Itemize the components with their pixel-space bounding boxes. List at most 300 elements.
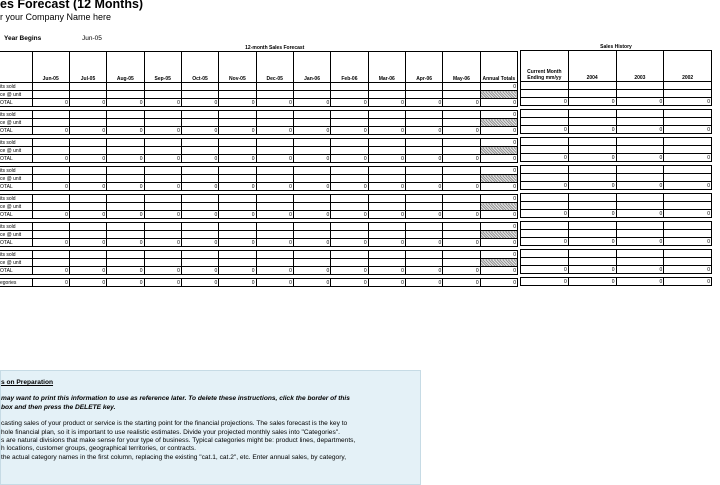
forecast-cell[interactable] [293,195,330,203]
forecast-cell[interactable]: 0 [293,99,330,107]
forecast-cell[interactable] [107,259,144,267]
history-cell[interactable] [568,118,616,126]
history-cell[interactable] [616,146,664,154]
history-cell[interactable]: 0 [664,98,712,106]
forecast-cell[interactable] [443,167,480,175]
history-cell[interactable] [568,138,616,146]
history-cell[interactable] [521,82,569,90]
forecast-cell[interactable] [293,203,330,211]
history-cell[interactable]: 0 [521,238,569,246]
forecast-cell[interactable] [405,203,442,211]
forecast-cell[interactable]: 0 [443,211,480,219]
history-cell[interactable] [664,222,712,230]
forecast-cell[interactable] [405,195,442,203]
forecast-cell[interactable]: 0 [107,127,144,135]
forecast-cell[interactable] [443,111,480,119]
history-cell[interactable]: 0 [568,126,616,134]
annual-total-cell[interactable]: 0 [480,279,517,287]
forecast-cell[interactable] [368,259,405,267]
forecast-cell[interactable] [368,175,405,183]
forecast-cell[interactable]: 0 [331,99,368,107]
forecast-cell[interactable] [69,111,106,119]
preparation-notes-box[interactable] [0,370,421,485]
forecast-cell[interactable]: 0 [107,239,144,247]
forecast-cell[interactable] [181,119,218,127]
forecast-cell[interactable] [219,251,256,259]
forecast-cell[interactable]: 0 [443,239,480,247]
forecast-cell[interactable]: 0 [144,127,181,135]
history-cell[interactable] [616,174,664,182]
forecast-cell[interactable] [256,139,293,147]
forecast-cell[interactable] [368,223,405,231]
forecast-cell[interactable] [69,167,106,175]
forecast-cell[interactable] [181,231,218,239]
forecast-cell[interactable] [144,119,181,127]
forecast-cell[interactable]: 0 [443,155,480,163]
forecast-cell[interactable] [144,259,181,267]
forecast-cell[interactable] [405,231,442,239]
history-cell[interactable] [664,250,712,258]
history-cell[interactable]: 0 [616,98,664,106]
company-name[interactable]: r your Company Name here [0,12,112,22]
forecast-cell[interactable] [144,83,181,91]
history-cell[interactable] [568,258,616,266]
forecast-cell[interactable] [107,111,144,119]
forecast-cell[interactable] [144,167,181,175]
history-cell[interactable] [616,222,664,230]
history-cell[interactable] [664,258,712,266]
forecast-cell[interactable] [256,147,293,155]
forecast-cell[interactable] [443,203,480,211]
forecast-cell[interactable] [443,259,480,267]
forecast-cell[interactable] [32,195,69,203]
forecast-cell[interactable]: 0 [368,155,405,163]
forecast-cell[interactable]: 0 [443,127,480,135]
history-cell[interactable] [521,110,569,118]
year-begins-value[interactable]: Jun-05 [82,35,102,42]
forecast-cell[interactable]: 0 [405,183,442,191]
forecast-cell[interactable] [293,139,330,147]
history-cell[interactable] [616,250,664,258]
forecast-cell[interactable] [368,231,405,239]
forecast-cell[interactable] [405,91,442,99]
forecast-cell[interactable] [368,111,405,119]
forecast-cell[interactable] [256,111,293,119]
forecast-cell[interactable]: 0 [181,211,218,219]
forecast-cell[interactable] [181,139,218,147]
history-cell[interactable] [521,202,569,210]
forecast-cell[interactable] [256,167,293,175]
forecast-cell[interactable] [69,175,106,183]
forecast-cell[interactable]: 0 [293,267,330,275]
forecast-cell[interactable]: 0 [293,211,330,219]
forecast-cell[interactable] [405,147,442,155]
forecast-cell[interactable] [181,175,218,183]
forecast-cell[interactable]: 0 [144,279,181,287]
forecast-cell[interactable]: 0 [69,127,106,135]
forecast-cell[interactable]: 0 [181,155,218,163]
forecast-cell[interactable] [32,203,69,211]
forecast-cell[interactable] [181,147,218,155]
history-cell[interactable] [616,194,664,202]
forecast-cell[interactable]: 0 [144,99,181,107]
forecast-cell[interactable] [181,259,218,267]
history-cell[interactable]: 0 [664,154,712,162]
history-cell[interactable]: 0 [664,238,712,246]
forecast-cell[interactable] [293,231,330,239]
forecast-cell[interactable]: 0 [219,279,256,287]
history-cell[interactable] [568,166,616,174]
history-cell[interactable] [616,258,664,266]
forecast-cell[interactable]: 0 [293,127,330,135]
history-cell[interactable]: 0 [616,238,664,246]
forecast-cell[interactable] [256,259,293,267]
forecast-cell[interactable] [107,139,144,147]
forecast-cell[interactable]: 0 [144,267,181,275]
forecast-cell[interactable]: 0 [107,211,144,219]
history-cell[interactable] [568,194,616,202]
forecast-cell[interactable] [219,147,256,155]
forecast-cell[interactable]: 0 [293,279,330,287]
forecast-cell[interactable] [219,119,256,127]
history-cell[interactable] [568,202,616,210]
forecast-cell[interactable] [107,91,144,99]
forecast-cell[interactable] [144,175,181,183]
forecast-cell[interactable] [256,175,293,183]
annual-total-cell[interactable]: 0 [480,167,517,175]
forecast-cell[interactable] [443,83,480,91]
forecast-cell[interactable] [144,203,181,211]
forecast-cell[interactable] [69,119,106,127]
forecast-cell[interactable]: 0 [331,267,368,275]
history-cell[interactable]: 0 [616,126,664,134]
forecast-cell[interactable] [293,251,330,259]
forecast-cell[interactable] [107,175,144,183]
forecast-cell[interactable]: 0 [181,127,218,135]
forecast-cell[interactable] [443,223,480,231]
forecast-cell[interactable] [443,195,480,203]
history-cell[interactable] [521,258,569,266]
forecast-cell[interactable]: 0 [69,183,106,191]
history-cell[interactable]: 0 [521,278,569,286]
history-cell[interactable]: 0 [521,126,569,134]
forecast-cell[interactable]: 0 [256,239,293,247]
forecast-cell[interactable] [181,91,218,99]
forecast-cell[interactable] [32,119,69,127]
forecast-cell[interactable] [293,111,330,119]
forecast-cell[interactable]: 0 [368,239,405,247]
history-cell[interactable] [521,90,569,98]
history-cell[interactable] [664,82,712,90]
forecast-cell[interactable] [32,231,69,239]
annual-total-cell[interactable]: 0 [480,195,517,203]
forecast-cell[interactable] [256,251,293,259]
forecast-cell[interactable] [107,147,144,155]
forecast-cell[interactable] [69,203,106,211]
forecast-cell[interactable] [443,251,480,259]
history-cell[interactable]: 0 [521,266,569,274]
forecast-cell[interactable] [107,83,144,91]
forecast-cell[interactable] [107,119,144,127]
forecast-cell[interactable] [32,251,69,259]
forecast-cell[interactable] [69,83,106,91]
forecast-cell[interactable] [219,259,256,267]
forecast-cell[interactable] [331,195,368,203]
history-cell[interactable] [616,202,664,210]
annual-total-cell[interactable]: 0 [480,239,517,247]
forecast-cell[interactable]: 0 [368,279,405,287]
history-cell[interactable] [616,230,664,238]
history-cell[interactable]: 0 [568,210,616,218]
forecast-cell[interactable] [32,91,69,99]
forecast-cell[interactable] [368,167,405,175]
forecast-cell[interactable] [144,111,181,119]
forecast-cell[interactable] [331,91,368,99]
forecast-cell[interactable]: 0 [405,99,442,107]
forecast-cell[interactable]: 0 [32,267,69,275]
forecast-cell[interactable]: 0 [219,211,256,219]
forecast-cell[interactable] [443,119,480,127]
history-cell[interactable]: 0 [616,182,664,190]
history-cell[interactable]: 0 [568,98,616,106]
forecast-cell[interactable] [32,223,69,231]
history-cell[interactable]: 0 [616,266,664,274]
forecast-cell[interactable]: 0 [256,127,293,135]
annual-total-cell[interactable]: 0 [480,99,517,107]
forecast-cell[interactable] [181,83,218,91]
forecast-cell[interactable] [219,195,256,203]
forecast-cell[interactable] [219,175,256,183]
forecast-cell[interactable] [405,175,442,183]
forecast-cell[interactable] [107,203,144,211]
forecast-cell[interactable] [219,223,256,231]
history-cell[interactable]: 0 [521,98,569,106]
forecast-cell[interactable] [32,175,69,183]
history-cell[interactable]: 0 [664,126,712,134]
forecast-cell[interactable] [107,195,144,203]
forecast-cell[interactable]: 0 [256,99,293,107]
history-cell[interactable]: 0 [521,154,569,162]
forecast-cell[interactable]: 0 [69,279,106,287]
forecast-cell[interactable] [331,119,368,127]
forecast-cell[interactable]: 0 [405,211,442,219]
forecast-cell[interactable]: 0 [219,183,256,191]
history-cell[interactable] [568,90,616,98]
forecast-cell[interactable] [219,167,256,175]
forecast-cell[interactable]: 0 [219,155,256,163]
forecast-cell[interactable] [69,195,106,203]
history-cell[interactable]: 0 [616,278,664,286]
forecast-cell[interactable] [144,147,181,155]
forecast-cell[interactable] [368,195,405,203]
forecast-cell[interactable]: 0 [107,267,144,275]
forecast-cell[interactable] [69,91,106,99]
history-cell[interactable] [664,202,712,210]
history-cell[interactable]: 0 [568,154,616,162]
forecast-cell[interactable] [181,111,218,119]
forecast-cell[interactable]: 0 [219,99,256,107]
history-cell[interactable] [568,110,616,118]
history-cell[interactable] [521,222,569,230]
annual-total-cell[interactable]: 0 [480,251,517,259]
forecast-cell[interactable]: 0 [293,155,330,163]
forecast-cell[interactable] [69,147,106,155]
forecast-cell[interactable] [405,259,442,267]
forecast-cell[interactable] [107,251,144,259]
forecast-cell[interactable]: 0 [69,267,106,275]
forecast-cell[interactable]: 0 [368,211,405,219]
forecast-cell[interactable] [69,231,106,239]
forecast-cell[interactable] [331,203,368,211]
history-cell[interactable]: 0 [568,266,616,274]
forecast-cell[interactable]: 0 [32,183,69,191]
history-cell[interactable] [568,174,616,182]
forecast-cell[interactable]: 0 [331,155,368,163]
forecast-cell[interactable] [368,203,405,211]
history-cell[interactable] [664,166,712,174]
forecast-cell[interactable] [144,251,181,259]
forecast-cell[interactable]: 0 [32,239,69,247]
history-cell[interactable] [616,90,664,98]
forecast-cell[interactable] [368,251,405,259]
forecast-cell[interactable]: 0 [181,183,218,191]
forecast-cell[interactable] [181,195,218,203]
forecast-cell[interactable]: 0 [181,99,218,107]
forecast-cell[interactable] [293,147,330,155]
forecast-cell[interactable] [405,119,442,127]
history-cell[interactable] [616,138,664,146]
forecast-cell[interactable]: 0 [443,267,480,275]
forecast-cell[interactable]: 0 [331,279,368,287]
history-cell[interactable] [616,82,664,90]
annual-total-cell[interactable]: 0 [480,155,517,163]
history-cell[interactable] [664,118,712,126]
forecast-cell[interactable]: 0 [181,267,218,275]
forecast-cell[interactable] [32,83,69,91]
history-cell[interactable] [521,250,569,258]
forecast-cell[interactable] [69,259,106,267]
forecast-cell[interactable] [144,139,181,147]
forecast-cell[interactable] [181,203,218,211]
forecast-cell[interactable] [219,139,256,147]
forecast-cell[interactable] [443,91,480,99]
history-cell[interactable] [664,110,712,118]
forecast-cell[interactable] [219,91,256,99]
forecast-cell[interactable] [32,259,69,267]
history-cell[interactable]: 0 [568,238,616,246]
forecast-cell[interactable] [32,147,69,155]
forecast-cell[interactable] [181,251,218,259]
forecast-cell[interactable]: 0 [181,239,218,247]
forecast-cell[interactable]: 0 [32,127,69,135]
forecast-cell[interactable] [331,175,368,183]
forecast-cell[interactable] [219,203,256,211]
annual-total-cell[interactable]: 0 [480,111,517,119]
forecast-cell[interactable] [219,83,256,91]
forecast-cell[interactable] [144,91,181,99]
forecast-cell[interactable]: 0 [368,127,405,135]
forecast-cell[interactable] [443,231,480,239]
forecast-cell[interactable]: 0 [107,183,144,191]
history-cell[interactable] [568,82,616,90]
forecast-cell[interactable]: 0 [443,183,480,191]
forecast-cell[interactable] [443,175,480,183]
forecast-cell[interactable] [405,111,442,119]
annual-total-cell[interactable]: 0 [480,127,517,135]
history-cell[interactable]: 0 [664,182,712,190]
forecast-cell[interactable]: 0 [256,155,293,163]
forecast-cell[interactable] [293,83,330,91]
forecast-cell[interactable]: 0 [69,99,106,107]
history-cell[interactable]: 0 [664,210,712,218]
forecast-cell[interactable] [32,111,69,119]
forecast-cell[interactable] [368,147,405,155]
forecast-cell[interactable]: 0 [32,279,69,287]
forecast-cell[interactable]: 0 [405,239,442,247]
forecast-cell[interactable]: 0 [256,183,293,191]
forecast-cell[interactable] [256,91,293,99]
annual-total-cell[interactable]: 0 [480,267,517,275]
forecast-cell[interactable] [69,223,106,231]
history-cell[interactable] [616,166,664,174]
history-cell[interactable]: 0 [521,182,569,190]
history-cell[interactable]: 0 [616,154,664,162]
forecast-cell[interactable] [368,91,405,99]
forecast-cell[interactable] [331,147,368,155]
forecast-cell[interactable]: 0 [331,127,368,135]
forecast-cell[interactable] [293,175,330,183]
history-cell[interactable] [664,230,712,238]
history-cell[interactable] [521,230,569,238]
forecast-cell[interactable]: 0 [256,279,293,287]
forecast-cell[interactable] [368,139,405,147]
forecast-cell[interactable]: 0 [32,211,69,219]
forecast-cell[interactable] [443,139,480,147]
forecast-cell[interactable] [256,203,293,211]
forecast-cell[interactable] [219,111,256,119]
forecast-cell[interactable] [331,223,368,231]
forecast-cell[interactable] [293,167,330,175]
history-cell[interactable] [521,118,569,126]
forecast-cell[interactable] [144,231,181,239]
forecast-cell[interactable]: 0 [368,267,405,275]
forecast-cell[interactable] [405,251,442,259]
forecast-cell[interactable] [107,223,144,231]
history-cell[interactable] [521,174,569,182]
forecast-cell[interactable] [443,147,480,155]
forecast-cell[interactable]: 0 [107,279,144,287]
forecast-cell[interactable]: 0 [256,267,293,275]
forecast-cell[interactable]: 0 [368,99,405,107]
forecast-cell[interactable] [331,259,368,267]
forecast-cell[interactable] [219,231,256,239]
forecast-cell[interactable]: 0 [69,211,106,219]
forecast-cell[interactable] [32,139,69,147]
forecast-cell[interactable] [293,91,330,99]
forecast-cell[interactable]: 0 [331,211,368,219]
forecast-cell[interactable] [405,167,442,175]
forecast-cell[interactable] [331,139,368,147]
history-cell[interactable] [521,138,569,146]
forecast-cell[interactable] [331,83,368,91]
forecast-cell[interactable]: 0 [32,99,69,107]
forecast-cell[interactable]: 0 [405,127,442,135]
forecast-cell[interactable]: 0 [107,99,144,107]
forecast-cell[interactable]: 0 [69,239,106,247]
forecast-cell[interactable] [368,119,405,127]
forecast-cell[interactable] [256,231,293,239]
history-cell[interactable]: 0 [568,182,616,190]
